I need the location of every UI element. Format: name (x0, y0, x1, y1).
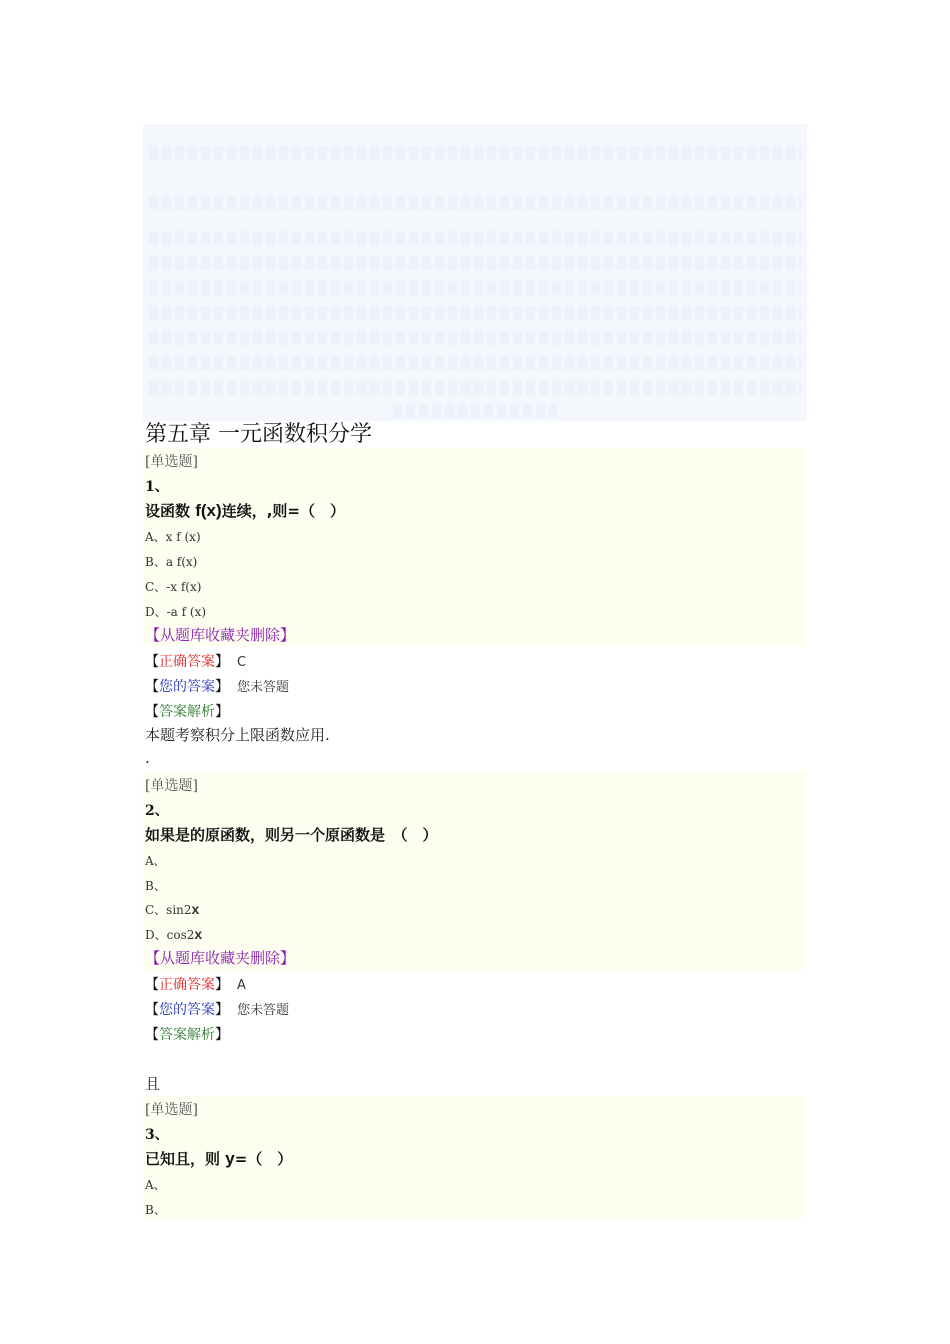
question-1-analysis-text: 本题考察积分上限函数应用. (145, 726, 330, 744)
question-3-option-b[interactable]: B、 (145, 1203, 166, 1217)
option-text: A、 (145, 854, 166, 868)
watermark-line (149, 356, 801, 370)
question-1-trailing: . (145, 749, 150, 767)
question-1-your-answer: 【您的答案】 您未答题 (145, 679, 290, 695)
question-2-option-a[interactable] (145, 852, 166, 869)
question-2-number: 2、 (145, 803, 169, 819)
option-math: x (194, 926, 203, 942)
question-2-option-d[interactable] (145, 926, 202, 943)
question-1-stem-math: f(x) (195, 501, 222, 520)
option-text: B、 (145, 879, 166, 893)
watermark-line (149, 146, 801, 160)
question-1-stem (145, 500, 345, 521)
watermark-line (149, 331, 801, 345)
question-1-option-d[interactable]: D、-a f (x) (145, 605, 207, 619)
your-answer-label: 您的答案 (159, 1002, 215, 1018)
question-3-stem-math: y (225, 1149, 235, 1168)
watermark-line (393, 404, 557, 418)
your-answer-value: 您未答题 (237, 1003, 290, 1018)
analysis-label: 答案解析 (159, 704, 215, 720)
option-text: D、cos2 (145, 928, 195, 942)
correct-answer-value: A (237, 978, 246, 993)
question-1-stem-pre: 设函数 (145, 502, 196, 520)
question-1-type: [单选题] (145, 454, 198, 470)
question-1-stem-post: 连续，,则=（ ） (221, 502, 345, 520)
question-2-background (143, 772, 806, 970)
question-1-correct-answer: 【正确答案】 C (145, 654, 247, 670)
correct-answer-value: C (237, 655, 247, 670)
question-1-background (143, 448, 806, 646)
question-1-option-a[interactable]: A、x f (x) (145, 530, 201, 544)
correct-answer-label: 正确答案 (159, 977, 215, 993)
question-3-number: 3、 (145, 1127, 169, 1143)
question-1-number: 1、 (145, 479, 169, 495)
question-3-stem (145, 1148, 292, 1169)
question-1-delete-link[interactable]: 【从题库收藏夹删除】 (145, 626, 296, 644)
question-2-trailing: 且 (145, 1075, 161, 1093)
question-3-stem-pre: 已知且，则 (145, 1150, 226, 1168)
watermark-line (149, 231, 801, 245)
question-1-option-b[interactable]: B、a f(x) (145, 555, 198, 569)
question-2-type: [单选题] (145, 778, 198, 794)
your-answer-value: 您未答题 (237, 680, 290, 695)
question-3-type: [单选题] (145, 1102, 198, 1118)
watermark-block (143, 124, 807, 421)
question-2-option-c[interactable] (145, 901, 199, 918)
question-1-analysis-heading: 【答案解析】 (145, 704, 229, 720)
watermark-line (149, 306, 801, 320)
question-2-correct-answer: 【正确答案】 A (145, 977, 246, 993)
watermark-line (149, 196, 801, 210)
watermark-line (149, 256, 801, 270)
question-2-delete-link[interactable]: 【从题库收藏夹删除】 (145, 949, 296, 967)
analysis-label: 答案解析 (159, 1027, 215, 1043)
question-2-stem: 如果是的原函数，则另一个原函数是 （ ） (145, 826, 438, 844)
your-answer-label: 您的答案 (159, 679, 215, 695)
option-text: C、sin2 (145, 903, 192, 917)
correct-answer-label: 正确答案 (159, 654, 215, 670)
question-2-your-answer: 【您的答案】 您未答题 (145, 1002, 290, 1018)
watermark-line (149, 281, 801, 295)
watermark-line (149, 381, 801, 395)
chapter-title: 第五章 一元函数积分学 (145, 422, 372, 447)
question-2-option-b[interactable] (145, 877, 166, 894)
option-math: x (191, 901, 200, 917)
question-1-option-c[interactable]: C、-x f(x) (145, 580, 202, 594)
question-2-analysis-heading: 【答案解析】 (145, 1027, 229, 1043)
question-3-option-a[interactable]: A、 (145, 1178, 166, 1192)
question-3-stem-post: =（ ） (234, 1150, 293, 1168)
